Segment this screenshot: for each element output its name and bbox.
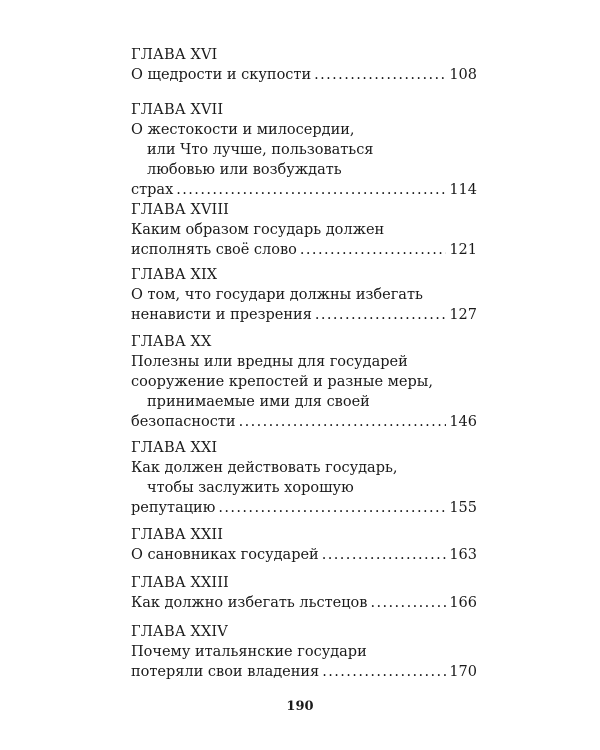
toc-title: Как должно избегать льстецов	[131, 595, 368, 611]
toc-title-line: принимаемые ими для своей	[147, 394, 370, 410]
toc-title-line: чтобы заслужить хорошую	[147, 480, 354, 496]
toc-title-line: Полезны или вредны для государей	[131, 354, 408, 370]
page-ref: 108	[449, 67, 477, 83]
toc-title: О сановниках государей	[131, 547, 319, 563]
toc-title-line: О жестокости и милосердии,	[131, 122, 355, 138]
toc-entry	[131, 525, 477, 565]
chapter-heading: ГЛАВА XIX	[131, 267, 218, 283]
page-ref: 127	[449, 307, 477, 323]
page-ref: 114	[449, 182, 477, 198]
toc-title-line: или Что лучше, пользоваться	[147, 142, 374, 158]
toc-entry	[131, 573, 477, 613]
toc-title: О щедрости и скупости	[131, 67, 312, 83]
chapter-heading: ГЛАВА XVII	[131, 102, 224, 118]
chapter-heading: ГЛАВА XX	[131, 334, 212, 350]
toc-title-line	[131, 240, 477, 260]
dot-leader	[322, 545, 447, 565]
page-ref: 170	[449, 664, 477, 680]
toc-entry	[131, 200, 477, 260]
page-ref: 166	[449, 595, 477, 611]
toc-entry	[131, 332, 477, 432]
chapter-heading: ГЛАВА XXIII	[131, 575, 229, 591]
toc-title: безопасности	[131, 414, 236, 430]
toc-title: ненависти и презрения	[131, 307, 312, 323]
toc-title-line: Как должен действовать государь,	[131, 460, 398, 476]
toc-entry	[131, 100, 477, 200]
dot-leader	[370, 593, 446, 613]
dot-leader	[239, 412, 447, 432]
toc-title-line	[131, 180, 477, 200]
chapter-heading: ГЛАВА XXI	[131, 440, 218, 456]
toc-title-line	[131, 545, 477, 565]
toc-title-line	[131, 412, 477, 432]
toc-title: репутацию	[131, 500, 216, 516]
toc-title-line	[131, 593, 477, 613]
toc-entry	[131, 45, 477, 85]
chapter-heading: ГЛАВА XXII	[131, 527, 224, 543]
dot-leader	[300, 240, 446, 260]
toc-title-line: сооружение крепостей и разные меры,	[131, 374, 433, 390]
toc-entry	[131, 438, 477, 518]
chapter-heading: ГЛАВА XVIII	[131, 202, 230, 218]
page-ref: 121	[449, 242, 477, 258]
toc-title: страх	[131, 182, 174, 198]
page-ref: 163	[449, 547, 477, 563]
page-number: 190	[286, 699, 314, 714]
toc-title-line	[131, 305, 477, 325]
page-ref: 146	[449, 414, 477, 430]
chapter-heading: ГЛАВА XXIV	[131, 624, 228, 640]
toc-entry	[131, 265, 477, 325]
chapter-heading: ГЛАВА XVI	[131, 47, 218, 63]
toc-title-line	[131, 65, 477, 85]
toc-entry	[131, 622, 477, 682]
page-ref: 155	[449, 500, 477, 516]
toc-title-line	[131, 662, 477, 682]
toc-title: потеряли свои владения	[131, 664, 320, 680]
dot-leader	[315, 305, 446, 325]
toc-title-line: О том, что государи должны избегать	[131, 287, 423, 303]
toc-title-line: Почему итальянские государи	[131, 644, 367, 660]
toc-title-line: Каким образом государь должен	[131, 222, 385, 238]
toc-title-line: любовью или возбуждать	[147, 162, 342, 178]
toc-title-line	[131, 498, 477, 518]
dot-leader	[218, 498, 446, 518]
dot-leader	[176, 180, 446, 200]
dot-leader	[322, 662, 446, 682]
dot-leader	[314, 65, 446, 85]
toc-title: исполнять своё слово	[131, 242, 297, 258]
